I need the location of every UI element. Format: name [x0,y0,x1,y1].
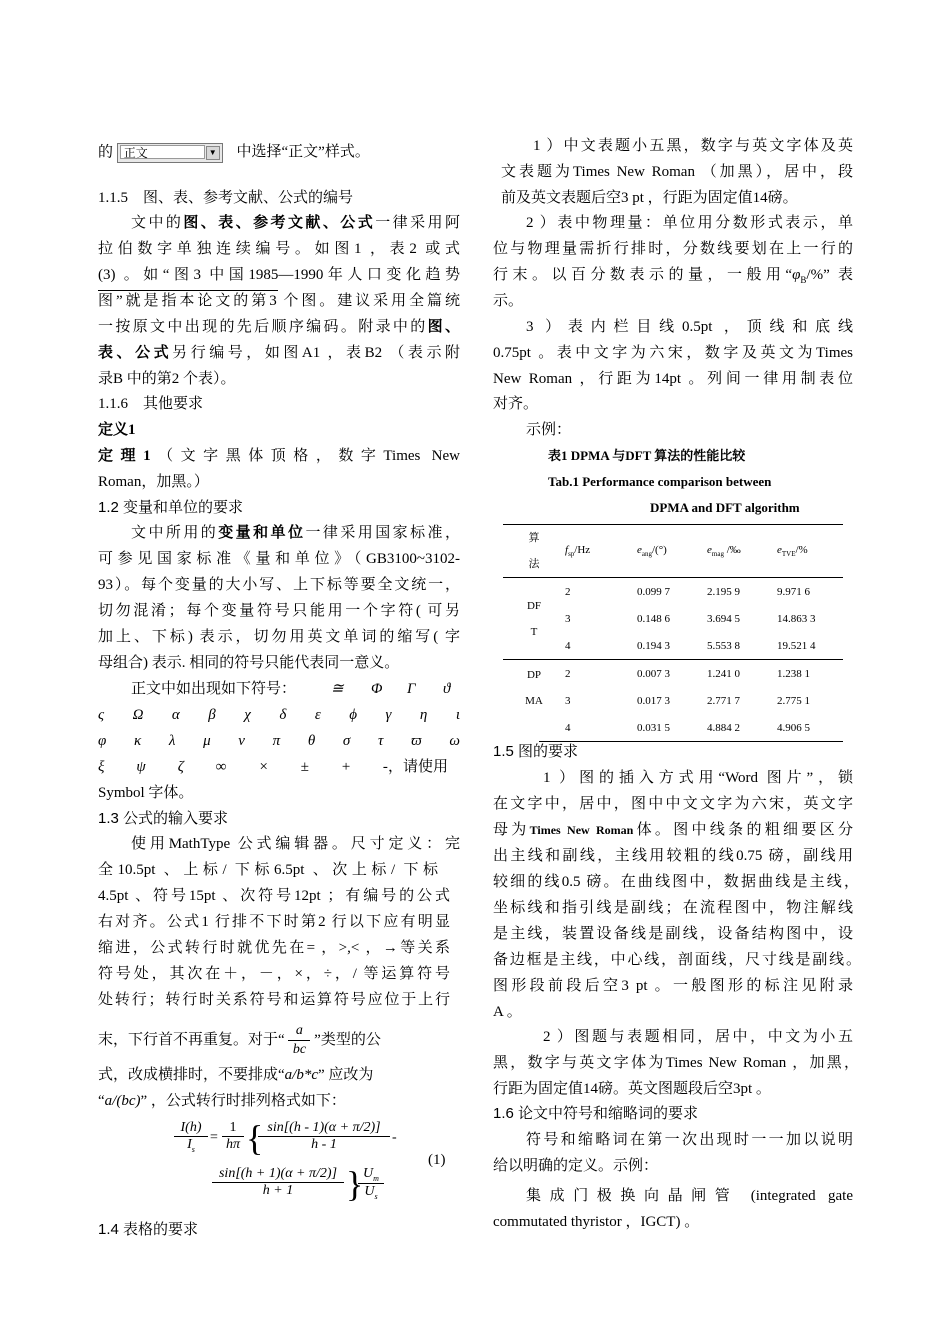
bold-text: 图、 [427,319,460,335]
table-row [503,578,843,605]
section-heading-1-1-6: 1.1.6 其他要求 [98,396,204,412]
text: ” 应改为 [318,1067,374,1083]
table-caption-en: DPMA and DFT algorithm [650,500,800,515]
paragraph-line: 集成门极换向晶闸管 (integrated gate [526,1188,853,1204]
paragraph-line: 在文字中，居中，图中中文文字为六宋，英文字 [493,796,853,812]
symbol: η [419,707,428,723]
eq-denominator: $U_s$ [364,1183,378,1201]
bold-text: 图、表、参考文献、公式 [183,215,376,231]
paragraph-line: 1 ）图的插入方式用“Word 图片”，锁 [543,770,853,786]
text: 文中所用的 [131,525,219,541]
paragraph-line [493,821,853,839]
eq-numerator: sin[(h - 1)(α + π/2)] [258,1120,390,1137]
symbol: χ [244,707,251,723]
paragraph-line [98,1092,346,1110]
paragraph-line: (3) 。如“图3 中国1985—1990年人口变化趋势 [98,267,460,283]
cell: 2.195 9 [707,585,740,598]
symbol: π [272,733,281,749]
paragraph-line: Symbol 字体。 [98,785,194,801]
equation-number: (1) [428,1152,446,1168]
eq-lhs [174,1120,208,1154]
eq-brace-open: { [246,1118,264,1158]
paragraph-line: A 。 [493,1004,522,1020]
example-label: 示例： [526,422,572,438]
cell: 3 [565,694,571,707]
symbol: λ [168,733,176,749]
paragraph-line: 加上、下标) 表示，切勿用英文单词的缩写( 字 [98,629,460,645]
symbol: δ [279,707,287,723]
theorem-line [98,447,460,465]
symbol: ϖ [411,733,422,749]
paragraph-line: 图形段前段后空3 pt 。一般图形的标注见附录 [493,978,853,994]
equation-1 [174,1118,460,1210]
definition-label: 定义1 [98,422,136,438]
paragraph-line: 拉伯数字单独连续编号。如图1 ，表2 或式 [98,241,460,257]
paragraph-line [493,266,853,289]
symbol: × [258,759,269,775]
paragraph-line: 黑，数字与英文字体为Times New Roman ，加黑， [493,1055,859,1071]
symbol: ξ [98,759,105,775]
text: 体。图中线条的粗细要区分 [633,822,853,838]
text: ” ，公式转行时排列格式如下： [140,1093,346,1109]
cell: 2.771 7 [707,694,740,707]
cell: 0.099 7 [637,585,670,598]
symbol: ν [238,733,245,749]
cell: 0.148 6 [637,612,670,625]
fraction-denominator: bc [292,1042,307,1058]
symbol: α [171,707,180,723]
text: 文中的 [131,215,184,231]
text: 中选择“正文”样式。 [236,144,370,161]
section-heading-1-5: 1.5 图的要求 [493,743,579,760]
data-table [503,524,843,742]
paragraph-line [98,344,460,362]
eq-brace-close: } [346,1164,364,1204]
paragraph-line: 符号和缩略词在第一次出现时一一加以说明 [526,1132,853,1148]
symbol: φ [98,733,107,749]
text: “ [98,1093,105,1109]
cell: 2 [565,585,571,598]
paragraph-line [98,1020,381,1060]
cell: 4 [565,721,571,734]
paragraph-line [98,318,460,336]
cell: 9.971 6 [777,585,810,598]
symbol: σ [342,733,351,749]
paragraph-line: 93）。每个变量的大小写、上下标等要全文统一， [98,577,460,593]
symbol: ε [314,707,321,723]
bold-text: 变量和单位 [218,525,306,541]
section-heading-1-4: 1.4 表格的要求 [98,1221,199,1238]
eq-frac-4 [358,1166,384,1201]
cell: 4.884 2 [707,721,740,734]
paragraph-line: 示。 [493,293,524,309]
group-label-dft: DF T [526,599,542,638]
paragraph-line: 符号处，其次在＋，－，×，÷，/ 等运算符号 [98,966,450,982]
eq-numerator: $U_m$ [358,1166,384,1184]
italic-text: a/b*c [284,1067,318,1083]
paragraph-line: 前及英文表题后空3 pt ，行距为固定值14磅。 [501,190,798,206]
text: 的 [98,144,114,161]
section-heading-1-6: 1.6 论文中符号和缩略词的要求 [493,1105,699,1122]
symbols-row [98,758,460,776]
paragraph-line [98,1066,373,1084]
paragraph-line: 录B 中的第2 个表）。 [98,371,236,387]
text: /%” 表 [806,267,853,283]
symbol: Φ [371,681,383,697]
symbol: Ω [132,707,144,723]
cell: 5.553 8 [707,639,740,652]
cell: 2 [565,667,571,680]
paragraph-line [131,524,460,542]
group-label-dpma: DP MA [525,669,543,707]
bold-text: 定理1 [98,448,151,464]
paragraph-line: 切勿混淆；每个变量符号只能用一个字符( 可另 [98,603,460,619]
symbols-row [98,706,460,724]
paragraph-line: 出主线和副线，主线用较粗的线0.75 磅，副线用 [493,848,853,864]
table-bottom-rule [539,741,843,742]
section-heading-1-3: 1.3 公式的输入要求 [98,810,229,827]
fraction [288,1022,310,1059]
cell: 0.007 3 [637,667,670,680]
text: 另行编号，如图A1 ，表B2 （表示附 [172,345,460,361]
cell: 19.521 4 [777,639,816,652]
horizontal-rule [98,290,278,291]
bold-text: Times New Roman [529,823,634,837]
text: 正文中如出现如下符号： [131,681,297,697]
cell: 0.031 5 [637,721,670,734]
paragraph-line: 文表题为Times New Roman （加黑），居中，段 [501,164,853,180]
symbols-row [98,732,460,750]
symbol: ϑ [443,681,451,697]
text: ，请使用 [388,759,449,775]
cell: 3.694 5 [707,612,740,625]
symbol: ω [449,733,460,749]
eq-lhs-numerator: I(h) [174,1120,208,1137]
paragraph-line: 使用MathType 公式编辑器。尺寸定义：完 [131,836,460,852]
cell: 0.017 3 [637,694,670,707]
symbol: ϕ [349,707,357,723]
paragraph-line: 右对齐。公式1 行排不下时第2 行以下应有明显 [98,914,450,930]
chevron-down-icon[interactable]: ▼ [206,146,220,160]
paragraph-line: 较细的线0.5 磅。在曲线图中，数据曲线是主线， [493,874,859,890]
header-emag: $e_{mag}$ /‰ [707,543,741,559]
symbol: β [208,707,216,723]
section-heading-1-1-5: 1.1.5 图、表、参考文献、公式的编号 [98,190,354,206]
cell: 3 [565,612,571,625]
eq-denominator: h - 1 [311,1137,337,1152]
paragraph-line: 位与物理量需折行排时，分数线要划在上一行的 [493,241,853,257]
symbol: ι [455,707,460,723]
text: 一律采用阿 [375,215,460,231]
cell: 1.238 1 [777,667,810,680]
table-group-dft [503,578,843,659]
symbol: - [382,759,388,775]
eq-frac-1 [222,1120,244,1153]
paragraph-line: 2 ）表中物理量：单位用分数形式表示，单 [526,215,853,231]
symbol: + [340,759,351,775]
theorem-line: Roman，加黑。） [98,474,209,490]
symbol: Γ [407,681,416,697]
symbol: ± [300,759,309,775]
italic-text: a/(bc) [104,1093,141,1109]
subscript: B [800,275,807,285]
header-algo: 算 法 [528,532,540,570]
paragraph-line: 母组合) 表示. 相同的符号只能代表同一意义。 [98,655,400,671]
text: 行末。以百分数表示的量，一般用“ [493,267,793,283]
eq-frac-2 [258,1120,390,1153]
paragraph-line: 缩进，公式转行时就优先在= ，>,< ，→等关系 [98,940,450,956]
header-etve: $e_{TVE}/\%$ [777,543,808,559]
cell: 0.194 3 [637,639,670,652]
header-fsp: $f_{sp}/Hz$ [565,543,591,559]
paragraph-line [131,214,460,232]
cell: 1.241 0 [707,667,740,680]
paragraph-line: 可参见国家标准《量和单位》（GB3100~3102- [98,551,460,567]
symbol: γ [385,707,392,723]
paragraph-line: 坐标线和指引线是副线；在流程图中，物注解线 [493,900,853,916]
eq-numerator: sin[(h + 1)(α + π/2)] [212,1166,344,1183]
section-heading-1-2: 1.2 变量和单位的要求 [98,499,244,516]
eq-minus: - [392,1130,397,1145]
paragraph-line: 图”就是指本论文的第3 个图。建议采用全篇统 [98,293,460,309]
paragraph-line: 全10.5pt 、上标/ 下标6.5pt 、次上标/ 下标 [98,862,438,878]
symbol: κ [134,733,142,749]
paragraph-line: 1 ）中文表题小五黑，数字与英文字体及英 [533,138,853,154]
text: （文字黑体顶格，数字Times New [150,448,460,464]
eq-lhs-denominator: $I_s$ [187,1137,195,1154]
symbol: τ [378,733,384,749]
eq-denominator: hπ [225,1137,240,1152]
symbol: θ [307,733,316,749]
paragraph-line: New Roman ，行距为14pt 。列间一律用制表位 [493,371,853,387]
eq-denominator: h + 1 [262,1183,294,1198]
symbol: ψ [136,759,146,775]
cell: 4 [565,639,571,652]
style-select-line [98,143,370,163]
paragraph-line: 行距为固定值14磅。英文图题段后空3pt 。 [493,1081,771,1097]
symbol: ς [98,707,105,723]
paragraph-line: 对齐。 [493,396,539,412]
text: 末，下行首不再重复。对于“ [98,1032,285,1048]
symbol: ζ [177,759,184,775]
table-group-dpma [503,660,843,741]
table-row [503,660,843,687]
eq-numerator: 1 [222,1120,244,1137]
style-dropdown[interactable] [117,143,223,163]
symbol: ≅ [331,681,344,697]
paragraph-line: 是主线，装置设备线是副线，设备结构图中，设 [493,926,853,942]
table-caption-en: Tab.1 Performance comparison between [548,474,772,489]
symbol: μ [203,733,211,749]
symbol: ∞ [215,759,227,775]
text: ”类型的公 [314,1032,381,1048]
cell: 14.863 3 [777,612,816,625]
symbols-line [131,680,460,698]
paragraph-line: 2 ）图题与表题相同，居中，中文为小五 [543,1029,853,1045]
paragraph-line: 处转行；转行时关系符号和运算符号应位于上行 [98,992,450,1008]
paragraph-line: 备边框是主线，中心线，剖面线，尺寸线是副线。 [493,952,861,968]
italic-text: φ [792,267,801,283]
bold-text: 表、公式 [98,345,173,361]
paragraph-line: commutated thyristor ，IGCT) 。 [493,1214,700,1230]
text: 一律采用国家标准， [305,525,460,541]
cell: 4.906 5 [777,721,810,734]
text: 母为 [493,822,530,838]
paragraph-line: 3 ）表内栏目线0.5pt ，顶线和底线 [526,319,853,335]
table-caption-cn: 表1 DPMA 与DFT 算法的性能比较 [548,448,746,463]
paragraph-line: 4.5pt 、符号15pt 、次符号12pt ；有编号的公式 [98,888,450,904]
header-eang: $e_{ang}/(^\circ)$ [637,543,667,559]
paragraph-line: 0.75pt 。表中文字为六宋，数字及英文为Times [493,345,853,361]
style-dropdown-value: 正文 [120,145,205,159]
text: 一按原文中出现的先后顺序编码。附录中的 [98,319,428,335]
cell: 2.775 1 [777,694,810,707]
paragraph-line: 给以明确的定义。示例： [493,1158,659,1174]
table-header [503,525,843,577]
fraction-numerator: a [295,1023,303,1039]
text: 式，改成横排时，不要排成“ [98,1067,285,1083]
eq-equals: = [210,1130,218,1145]
eq-frac-3 [212,1166,344,1199]
